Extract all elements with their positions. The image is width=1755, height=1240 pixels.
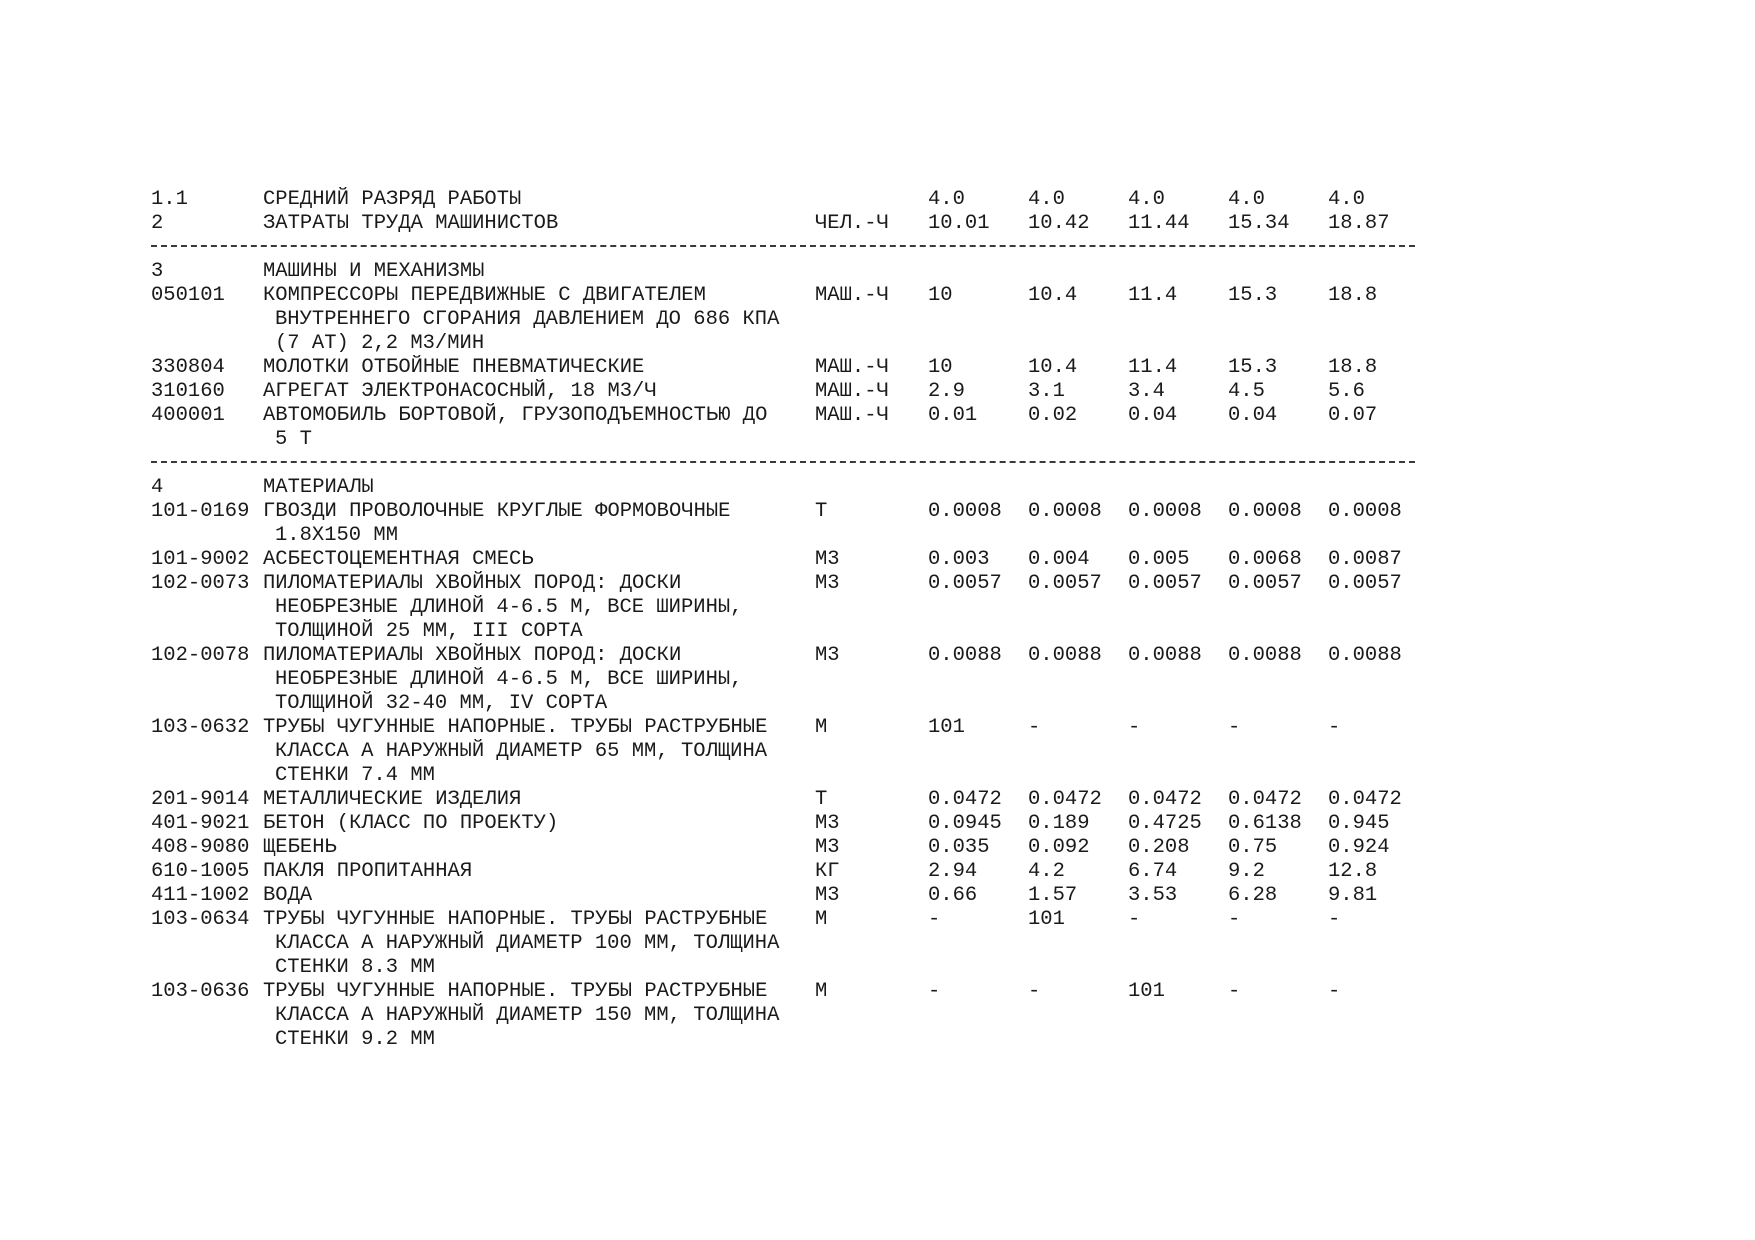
material-row bbox=[151, 644, 1441, 668]
row-name: ПИЛОМАТЕРИАЛЫ ХВОЙНЫХ ПОРОД: ДОСКИ bbox=[263, 644, 682, 667]
row-code: 201-9014 bbox=[151, 788, 250, 811]
row-value: 4.0 bbox=[1328, 188, 1365, 211]
row-value: - bbox=[928, 908, 941, 931]
row-value: 0.0057 bbox=[1328, 572, 1402, 595]
row-continuation bbox=[151, 428, 1441, 452]
row-name-continued: ВНУТРЕННЕГО СГОРАНИЯ ДАВЛЕНИЕМ ДО 686 КПА bbox=[275, 308, 780, 331]
row-value: - bbox=[1328, 980, 1341, 1003]
material-row bbox=[151, 980, 1441, 1004]
row-value: 0.6138 bbox=[1228, 812, 1302, 835]
row-continuation bbox=[151, 332, 1441, 356]
row-value: 10.4 bbox=[1028, 356, 1078, 379]
row-value: 0.924 bbox=[1328, 836, 1390, 859]
section-header-materials bbox=[151, 476, 1441, 500]
labor-row-grade bbox=[151, 188, 1441, 212]
material-row bbox=[151, 572, 1441, 596]
row-name: АГРЕГАТ ЭЛЕКТРОНАСОСНЫЙ, 18 М3/Ч bbox=[263, 380, 657, 403]
row-name-continued: 1.8Х150 ММ bbox=[275, 524, 399, 547]
row-code: 310160 bbox=[151, 380, 225, 403]
row-value: 6.74 bbox=[1128, 860, 1178, 883]
row-value: 11.4 bbox=[1128, 284, 1178, 307]
row-name-continued: ТОЛЩИНОЙ 32-40 ММ, IV СОРТА bbox=[275, 692, 608, 715]
row-code: 330804 bbox=[151, 356, 225, 379]
row-name: ТРУБЫ ЧУГУННЫЕ НАПОРНЫЕ. ТРУБЫ РАСТРУБНЫЕ bbox=[263, 908, 768, 931]
material-row bbox=[151, 548, 1441, 572]
row-value: 11.44 bbox=[1128, 212, 1190, 235]
row-name: ТРУБЫ ЧУГУННЫЕ НАПОРНЫЕ. ТРУБЫ РАСТРУБНЫЕ bbox=[263, 716, 768, 739]
row-value: 0.66 bbox=[928, 884, 978, 907]
row-name: СРЕДНИЙ РАЗРЯД РАБОТЫ bbox=[263, 188, 522, 211]
row-value: 0.02 bbox=[1028, 404, 1078, 427]
row-value: - bbox=[928, 980, 941, 1003]
row-unit: ЧЕЛ.-Ч bbox=[815, 212, 889, 235]
row-continuation bbox=[151, 668, 1441, 692]
row-value: 0.0472 bbox=[1028, 788, 1102, 811]
machine-row bbox=[151, 284, 1441, 308]
row-continuation bbox=[151, 620, 1441, 644]
row-name: ТРУБЫ ЧУГУННЫЕ НАПОРНЫЕ. ТРУБЫ РАСТРУБНЫЕ bbox=[263, 980, 768, 1003]
row-value: 0.04 bbox=[1228, 404, 1278, 427]
row-value: - bbox=[1028, 980, 1041, 1003]
row-value: 3.53 bbox=[1128, 884, 1178, 907]
row-name: ПАКЛЯ ПРОПИТАННАЯ bbox=[263, 860, 473, 883]
row-value: 0.04 bbox=[1128, 404, 1178, 427]
row-value: 18.87 bbox=[1328, 212, 1390, 235]
row-code: 101-0169 bbox=[151, 500, 250, 523]
row-code: 102-0078 bbox=[151, 644, 250, 667]
material-row bbox=[151, 812, 1441, 836]
section-code: 3 bbox=[151, 260, 164, 283]
row-name: ЩЕБЕНЬ bbox=[263, 836, 337, 859]
row-value: 9.81 bbox=[1328, 884, 1378, 907]
row-code: 103-0632 bbox=[151, 716, 250, 739]
row-value: 5.6 bbox=[1328, 380, 1365, 403]
row-value: - bbox=[1328, 908, 1341, 931]
row-value: 0.0057 bbox=[1228, 572, 1302, 595]
row-name: ГВОЗДИ ПРОВОЛОЧНЫЕ КРУГЛЫЕ ФОРМОВОЧНЫЕ bbox=[263, 500, 731, 523]
row-name-continued: КЛАССА А НАРУЖНЫЙ ДИАМЕТР 100 ММ, ТОЛЩИНА bbox=[275, 932, 780, 955]
row-value: 2.9 bbox=[928, 380, 965, 403]
row-value: 0.0008 bbox=[1228, 500, 1302, 523]
row-value: - bbox=[1228, 716, 1241, 739]
row-code: 102-0073 bbox=[151, 572, 250, 595]
row-value: 0.0008 bbox=[1028, 500, 1102, 523]
row-name-continued: 5 Т bbox=[275, 428, 312, 451]
row-name: ВОДА bbox=[263, 884, 313, 907]
row-name-continued: НЕОБРЕЗНЫЕ ДЛИНОЙ 4-6.5 М, ВСЕ ШИРИНЫ, bbox=[275, 596, 743, 619]
row-name-continued: СТЕНКИ 8.3 ММ bbox=[275, 956, 435, 979]
material-row bbox=[151, 788, 1441, 812]
material-row bbox=[151, 716, 1441, 740]
row-unit: М3 bbox=[815, 884, 840, 907]
row-value: 6.28 bbox=[1228, 884, 1278, 907]
row-unit: МАШ.-Ч bbox=[815, 284, 889, 307]
row-name: АВТОМОБИЛЬ БОРТОВОЙ, ГРУЗОПОДЪЕМНОСТЬЮ ДО bbox=[263, 404, 768, 427]
row-name: ЗАТРАТЫ ТРУДА МАШИНИСТОВ bbox=[263, 212, 559, 235]
row-value: 0.0088 bbox=[1128, 644, 1202, 667]
row-code: 103-0636 bbox=[151, 980, 250, 1003]
row-name-continued: СТЕНКИ 9.2 ММ bbox=[275, 1028, 435, 1051]
row-unit: МАШ.-Ч bbox=[815, 404, 889, 427]
row-value: 0.0088 bbox=[1228, 644, 1302, 667]
row-value: 0.0008 bbox=[928, 500, 1002, 523]
row-code: 050101 bbox=[151, 284, 225, 307]
row-value: 0.0088 bbox=[928, 644, 1002, 667]
row-value: 0.0008 bbox=[1328, 500, 1402, 523]
row-value: 2.94 bbox=[928, 860, 978, 883]
row-value: 12.8 bbox=[1328, 860, 1378, 883]
machine-row bbox=[151, 356, 1441, 380]
row-code: 400001 bbox=[151, 404, 225, 427]
row-value: 0.945 bbox=[1328, 812, 1390, 835]
row-value: 0.0088 bbox=[1328, 644, 1402, 667]
material-row bbox=[151, 860, 1441, 884]
row-continuation bbox=[151, 596, 1441, 620]
row-unit: М bbox=[815, 716, 828, 739]
row-unit: М3 bbox=[815, 836, 840, 859]
row-value: 0.0008 bbox=[1128, 500, 1202, 523]
row-value: 101 bbox=[928, 716, 965, 739]
row-value: 0.003 bbox=[928, 548, 990, 571]
section-title: МАТЕРИАЛЫ bbox=[263, 476, 374, 499]
row-name: КОМПРЕССОРЫ ПЕРЕДВИЖНЫЕ С ДВИГАТЕЛЕМ bbox=[263, 284, 706, 307]
material-row bbox=[151, 908, 1441, 932]
row-continuation bbox=[151, 308, 1441, 332]
row-name: АСБЕСТОЦЕМЕНТНАЯ СМЕСЬ bbox=[263, 548, 534, 571]
row-name-continued: СТЕНКИ 7.4 ММ bbox=[275, 764, 435, 787]
row-unit: М3 bbox=[815, 644, 840, 667]
row-value: 10 bbox=[928, 284, 953, 307]
row-value: 4.0 bbox=[1028, 188, 1065, 211]
row-code: 103-0634 bbox=[151, 908, 250, 931]
row-value: 0.0087 bbox=[1328, 548, 1402, 571]
row-value: 15.3 bbox=[1228, 284, 1278, 307]
row-code: 1.1 bbox=[151, 188, 188, 211]
row-value: 0.0088 bbox=[1028, 644, 1102, 667]
row-unit: М3 bbox=[815, 812, 840, 835]
row-unit: Т bbox=[815, 788, 828, 811]
row-name: МЕТАЛЛИЧЕСКИЕ ИЗДЕЛИЯ bbox=[263, 788, 522, 811]
row-value: 0.0472 bbox=[928, 788, 1002, 811]
row-value: 0.0472 bbox=[1128, 788, 1202, 811]
row-value: 0.75 bbox=[1228, 836, 1278, 859]
row-value: - bbox=[1028, 716, 1041, 739]
row-value: 0.0472 bbox=[1328, 788, 1402, 811]
row-value: 9.2 bbox=[1228, 860, 1265, 883]
row-unit: Т bbox=[815, 500, 828, 523]
row-value: 0.01 bbox=[928, 404, 978, 427]
row-value: 15.34 bbox=[1228, 212, 1290, 235]
labor-row-machinists bbox=[151, 212, 1441, 236]
row-value: 3.4 bbox=[1128, 380, 1165, 403]
row-code: 2 bbox=[151, 212, 164, 235]
row-value: 0.189 bbox=[1028, 812, 1090, 835]
row-value: 10.4 bbox=[1028, 284, 1078, 307]
machine-row bbox=[151, 380, 1441, 404]
row-value: 4.0 bbox=[928, 188, 965, 211]
row-value: 10 bbox=[928, 356, 953, 379]
row-unit: М bbox=[815, 908, 828, 931]
row-value: 4.0 bbox=[1128, 188, 1165, 211]
row-value: 18.8 bbox=[1328, 356, 1378, 379]
row-value: 18.8 bbox=[1328, 284, 1378, 307]
row-value: 0.0945 bbox=[928, 812, 1002, 835]
dashed-divider bbox=[151, 461, 1415, 463]
row-continuation bbox=[151, 956, 1441, 980]
row-name-continued: ТОЛЩИНОЙ 25 ММ, III СОРТА bbox=[275, 620, 583, 643]
row-value: 11.4 bbox=[1128, 356, 1178, 379]
row-value: 4.2 bbox=[1028, 860, 1065, 883]
row-code: 408-9080 bbox=[151, 836, 250, 859]
row-unit: МАШ.-Ч bbox=[815, 380, 889, 403]
machine-row bbox=[151, 404, 1441, 428]
row-unit: МАШ.-Ч bbox=[815, 356, 889, 379]
row-value: 0.0057 bbox=[928, 572, 1002, 595]
row-value: 4.0 bbox=[1228, 188, 1265, 211]
row-continuation bbox=[151, 1028, 1441, 1052]
row-name: БЕТОН (КЛАСС ПО ПРОЕКТУ) bbox=[263, 812, 559, 835]
row-name: ПИЛОМАТЕРИАЛЫ ХВОЙНЫХ ПОРОД: ДОСКИ bbox=[263, 572, 682, 595]
row-value: 0.0057 bbox=[1028, 572, 1102, 595]
row-value: 0.0472 bbox=[1228, 788, 1302, 811]
section-title: МАШИНЫ И МЕХАНИЗМЫ bbox=[263, 260, 485, 283]
row-name-continued: НЕОБРЕЗНЫЕ ДЛИНОЙ 4-6.5 М, ВСЕ ШИРИНЫ, bbox=[275, 668, 743, 691]
material-row bbox=[151, 884, 1441, 908]
row-name-continued: КЛАССА А НАРУЖНЫЙ ДИАМЕТР 65 ММ, ТОЛЩИНА bbox=[275, 740, 768, 763]
row-value: 0.005 bbox=[1128, 548, 1190, 571]
row-value: 101 bbox=[1028, 908, 1065, 931]
row-continuation bbox=[151, 740, 1441, 764]
row-name-continued: КЛАССА А НАРУЖНЫЙ ДИАМЕТР 150 ММ, ТОЛЩИНА bbox=[275, 1004, 780, 1027]
row-name-continued: (7 АТ) 2,2 М3/МИН bbox=[275, 332, 485, 355]
section-code: 4 bbox=[151, 476, 164, 499]
row-value: - bbox=[1128, 716, 1141, 739]
section-header-machines bbox=[151, 260, 1441, 284]
row-unit: КГ bbox=[815, 860, 840, 883]
row-value: 10.01 bbox=[928, 212, 990, 235]
row-value: 0.035 bbox=[928, 836, 990, 859]
row-value: 0.004 bbox=[1028, 548, 1090, 571]
row-value: 1.57 bbox=[1028, 884, 1078, 907]
row-value: 101 bbox=[1128, 980, 1165, 1003]
row-continuation bbox=[151, 524, 1441, 548]
row-code: 610-1005 bbox=[151, 860, 250, 883]
material-row bbox=[151, 500, 1441, 524]
row-unit: М bbox=[815, 980, 828, 1003]
row-continuation bbox=[151, 692, 1441, 716]
row-value: 0.208 bbox=[1128, 836, 1190, 859]
row-continuation bbox=[151, 764, 1441, 788]
row-value: 4.5 bbox=[1228, 380, 1265, 403]
row-value: 10.42 bbox=[1028, 212, 1090, 235]
row-code: 101-9002 bbox=[151, 548, 250, 571]
row-value: 0.0068 bbox=[1228, 548, 1302, 571]
row-value: - bbox=[1128, 908, 1141, 931]
row-value: 0.092 bbox=[1028, 836, 1090, 859]
row-value: 0.07 bbox=[1328, 404, 1378, 427]
row-code: 401-9021 bbox=[151, 812, 250, 835]
row-value: 3.1 bbox=[1028, 380, 1065, 403]
row-unit: М3 bbox=[815, 548, 840, 571]
row-value: - bbox=[1228, 980, 1241, 1003]
row-code: 411-1002 bbox=[151, 884, 250, 907]
row-value: - bbox=[1228, 908, 1241, 931]
row-value: - bbox=[1328, 716, 1341, 739]
row-value: 0.4725 bbox=[1128, 812, 1202, 835]
row-unit: М3 bbox=[815, 572, 840, 595]
row-value: 15.3 bbox=[1228, 356, 1278, 379]
dashed-divider bbox=[151, 245, 1415, 247]
row-continuation bbox=[151, 932, 1441, 956]
row-value: 0.0057 bbox=[1128, 572, 1202, 595]
row-name: МОЛОТКИ ОТБОЙНЫЕ ПНЕВМАТИЧЕСКИЕ bbox=[263, 356, 645, 379]
material-row bbox=[151, 836, 1441, 860]
row-continuation bbox=[151, 1004, 1441, 1028]
